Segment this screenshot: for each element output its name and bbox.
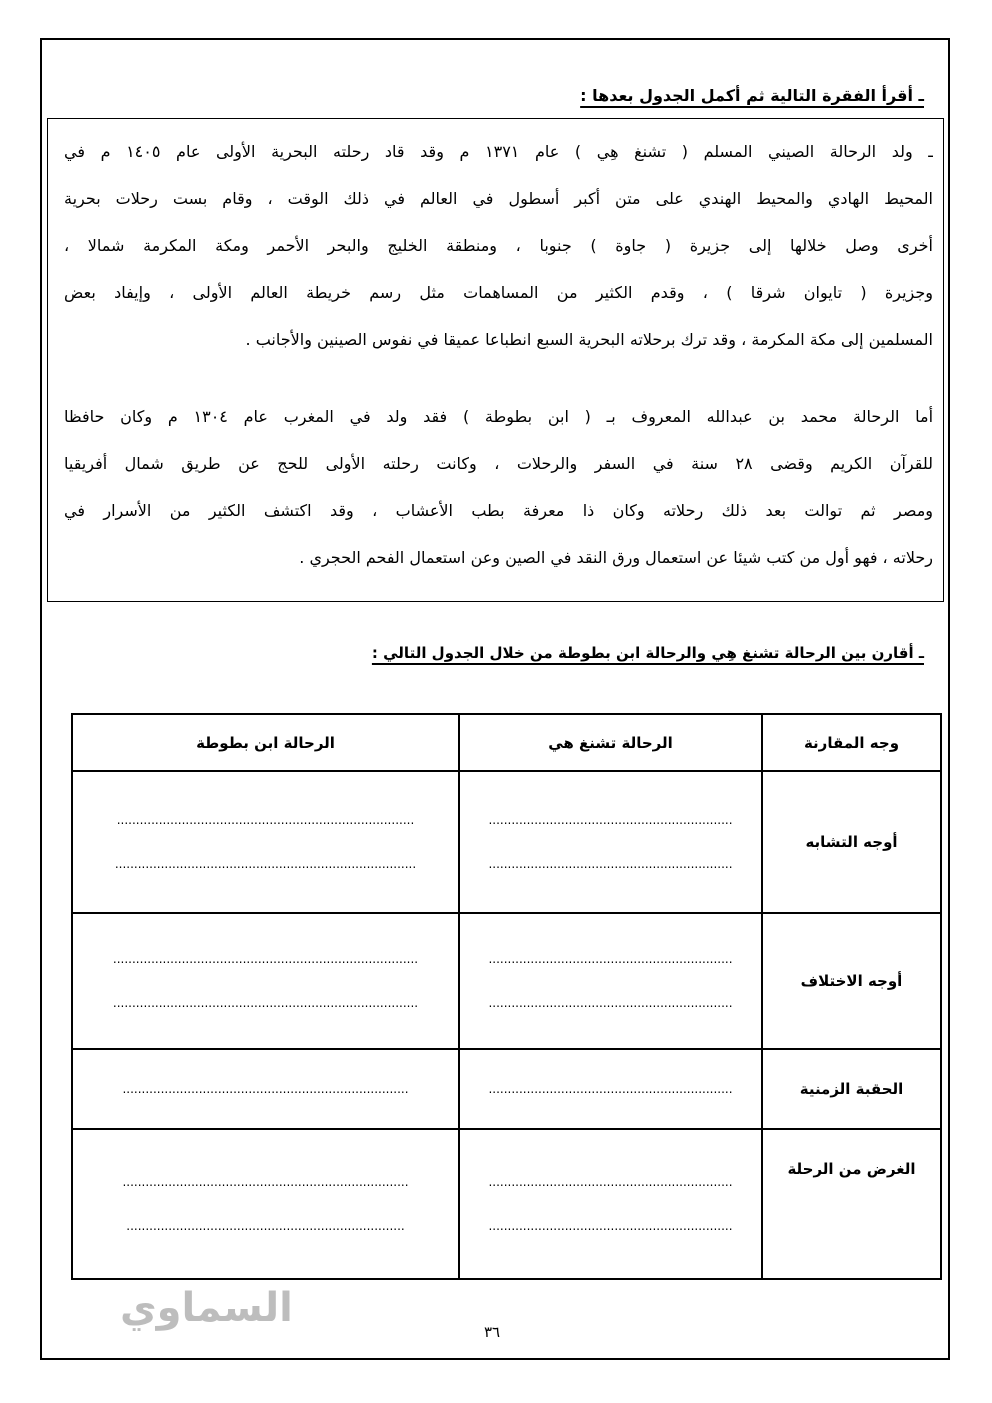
answer-cell-zheng-he[interactable]: [459, 1049, 762, 1129]
paragraph-1-line: المحيط الهادي والمحيط الهندي على متن أكبر أسطول في العالم في ذلك الوقت ، وقام بست رحلات بحرية: [64, 189, 933, 208]
paragraph-box: [47, 118, 944, 602]
table-row-time-period: [72, 1049, 941, 1129]
table-row-differences: [72, 913, 941, 1049]
answer-cell-ibn-battuta[interactable]: [72, 1129, 459, 1279]
answer-cell-zheng-he[interactable]: [459, 771, 762, 913]
answer-cell-ibn-battuta[interactable]: [72, 771, 459, 913]
table-row-purpose: [72, 1129, 941, 1279]
header-ibn-battuta: الرحالة ابن بطوطة: [72, 714, 459, 771]
table-header-row: [72, 714, 941, 771]
blank-line[interactable]: ..............................................................................: [116, 813, 415, 827]
header-zheng-he: الرحالة تشنغ هي: [459, 714, 762, 771]
answer-cell-ibn-battuta[interactable]: [72, 913, 459, 1049]
paragraph-2-line: أما الرحالة محمد بن عبدالله المعروف بـ ( ابن بطوطة ) فقد ولد في المغرب عام ١٣٠٤ م وكان حافظا: [64, 407, 933, 426]
blank-line[interactable]: ...............................................................................: [114, 857, 417, 871]
table-row-similarities: [72, 771, 941, 913]
blank-line[interactable]: ................................................................: [488, 1082, 733, 1096]
answer-cell-zheng-he[interactable]: [459, 913, 762, 1049]
paragraph-1-line: وجزيرة ( تايوان شرقا ) ، وقدم الكثير من المساهمات مثل رسم خريطة العالم الأولى ، وإيفاد بعض: [64, 283, 933, 302]
comparison-table: [71, 713, 942, 1280]
blank-line[interactable]: ...........................................................................: [122, 1175, 409, 1189]
page-number: ٣٦: [484, 1323, 501, 1341]
paragraph-1-line: ـ ولد الرحالة الصيني المسلم ( تشنغ هِي ) عام ١٣٧١ م وقد قاد رحلته البحرية الأولى عام ١٤٠٥ م في: [64, 142, 933, 161]
blank-line[interactable]: ................................................................: [488, 952, 733, 966]
blank-line[interactable]: .........................................................................: [126, 1219, 405, 1233]
row-label: الغرض من الرحلة: [762, 1129, 941, 1279]
blank-line[interactable]: ...........................................................................: [122, 1082, 409, 1096]
instruction-compare: ـ أقارن بين الرحالة تشنغ هِي والرحالة ابن بطوطة من خلال الجدول التالي :: [371, 644, 924, 662]
paragraph-1-line: المسلمين إلى مكة المكرمة ، وقد ترك برحلاته البحرية السبع انطباعا عميقا في نفوس الصينين والأجانب .: [245, 330, 933, 349]
blank-line[interactable]: ................................................................................: [112, 996, 419, 1010]
header-aspect: وجه المقارنة: [762, 714, 941, 771]
row-label: الحقبة الزمنية: [762, 1049, 941, 1129]
blank-line[interactable]: ................................................................: [488, 857, 733, 871]
paragraph-2-line: للقرآن الكريم وقضى ٢٨ سنة في السفر والرحلات ، وكانت رحلته الأولى للحج عن طريق شمال أفريقيا: [64, 454, 933, 473]
blank-line[interactable]: ................................................................: [488, 1219, 733, 1233]
paragraph-2-line: رحلاته ، فهو أول من كتب شيئا عن استعمال ورق النقد في الصين وعن استعمال الفحم الحجري .: [299, 548, 933, 567]
blank-line[interactable]: ................................................................: [488, 1175, 733, 1189]
paragraph-2-line: ومصر ثم توالت بعد ذلك رحلاته وكان ذا معرفة بطب الأعشاب ، وقد اكتشف الكثير من الأسرار في: [64, 501, 933, 520]
row-label: أوجه الاختلاف: [762, 913, 941, 1049]
blank-line[interactable]: ................................................................................: [112, 952, 419, 966]
blank-line[interactable]: ................................................................: [488, 996, 733, 1010]
watermark: السماوي: [120, 1285, 293, 1331]
blank-line[interactable]: ................................................................: [488, 813, 733, 827]
answer-cell-zheng-he[interactable]: [459, 1129, 762, 1279]
answer-cell-ibn-battuta[interactable]: [72, 1049, 459, 1129]
paragraph-1-line: أخرى وصل خلالها إلى جزيرة ( جاوة ) جنوبا ، ومنطقة الخليج والبحر الأحمر ومكة المكرمة شمالا ،: [64, 236, 933, 255]
instruction-read-paragraph: ـ أقرأ الفقرة التالية ثم أكمل الجدول بعدها :: [580, 86, 924, 105]
row-label: أوجه التشابه: [762, 771, 941, 913]
